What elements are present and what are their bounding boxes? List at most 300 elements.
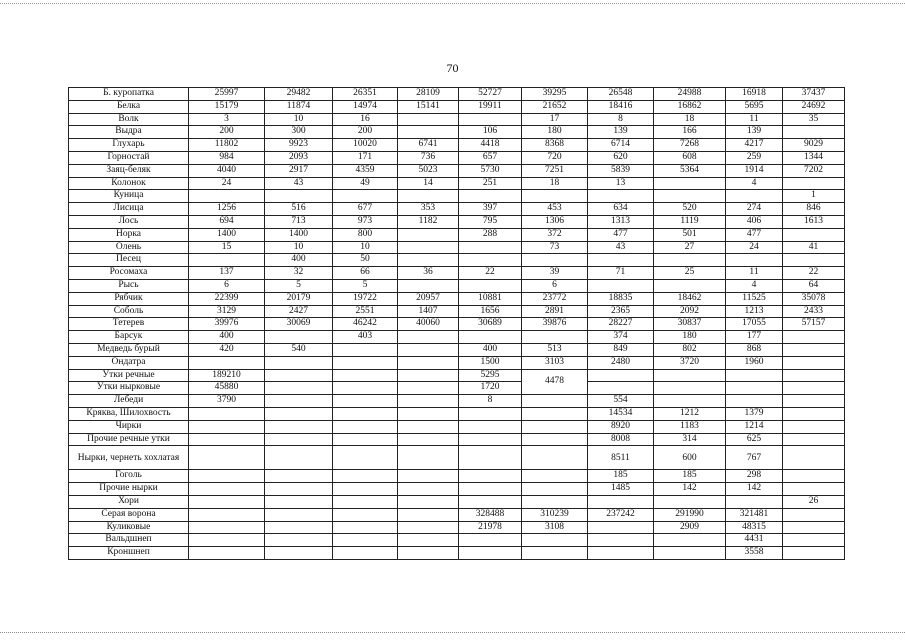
value-cell [189, 521, 265, 534]
value-cell: 200 [189, 126, 265, 139]
value-cell [783, 521, 845, 534]
value-cell [265, 331, 333, 344]
value-cell: 43 [588, 241, 654, 254]
species-name: Волк [69, 113, 189, 126]
value-cell: 35078 [783, 292, 845, 305]
value-cell: 6 [189, 279, 265, 292]
species-name: Барсук [69, 331, 189, 344]
value-cell [265, 534, 333, 547]
value-cell: 18462 [654, 292, 726, 305]
value-cell: 608 [654, 151, 726, 164]
table-row [69, 190, 845, 203]
value-cell [783, 483, 845, 496]
value-cell: 11 [726, 267, 783, 280]
value-cell [783, 177, 845, 190]
value-cell: 139 [588, 126, 654, 139]
value-cell: 720 [522, 151, 588, 164]
table-row [69, 343, 845, 356]
value-cell [265, 190, 333, 203]
value-cell: 106 [459, 126, 522, 139]
value-cell: 1485 [588, 483, 654, 496]
value-cell: 713 [265, 215, 333, 228]
value-cell [522, 446, 588, 470]
value-cell [654, 279, 726, 292]
page-number: 70 [446, 61, 459, 75]
value-cell: 5295 [459, 369, 522, 382]
value-cell: 14974 [333, 100, 398, 113]
value-cell: 1720 [459, 382, 522, 395]
value-cell [189, 433, 265, 446]
value-cell: 166 [654, 126, 726, 139]
value-cell [333, 420, 398, 433]
value-cell: 2093 [265, 151, 333, 164]
table-row [69, 382, 845, 395]
value-cell: 49 [333, 177, 398, 190]
value-cell [333, 446, 398, 470]
value-cell: 11802 [189, 139, 265, 152]
value-cell: 3 [189, 113, 265, 126]
value-cell [189, 446, 265, 470]
value-cell: 298 [726, 470, 783, 483]
table-row [69, 534, 845, 547]
value-cell [459, 254, 522, 267]
value-cell: 39976 [189, 318, 265, 331]
value-cell [588, 190, 654, 203]
value-cell [189, 534, 265, 547]
value-cell [783, 407, 845, 420]
value-cell: 251 [459, 177, 522, 190]
value-cell: 21652 [522, 100, 588, 113]
species-name: Медведь бурый [69, 343, 189, 356]
value-cell: 736 [398, 151, 459, 164]
value-cell [333, 495, 398, 508]
value-cell [265, 382, 333, 395]
value-cell: 2917 [265, 164, 333, 177]
value-cell: 15179 [189, 100, 265, 113]
value-cell: 180 [654, 331, 726, 344]
value-cell: 25997 [189, 88, 265, 101]
value-cell [398, 521, 459, 534]
value-cell: 20179 [265, 292, 333, 305]
value-cell: 554 [588, 395, 654, 408]
value-cell: 36 [398, 267, 459, 280]
table-row [69, 420, 845, 433]
value-cell: 2092 [654, 305, 726, 318]
value-cell: 185 [588, 470, 654, 483]
value-cell [398, 547, 459, 560]
value-cell: 300 [265, 126, 333, 139]
value-cell [398, 279, 459, 292]
species-name: Утки нырковые [69, 382, 189, 395]
value-cell: 3558 [726, 547, 783, 560]
value-cell [398, 331, 459, 344]
value-cell [333, 433, 398, 446]
value-cell [783, 534, 845, 547]
value-cell [333, 508, 398, 521]
species-name: Тетерев [69, 318, 189, 331]
value-cell: 849 [588, 343, 654, 356]
value-cell: 400 [459, 343, 522, 356]
value-cell [265, 547, 333, 560]
value-cell [654, 369, 726, 382]
value-cell [398, 190, 459, 203]
value-cell [522, 547, 588, 560]
value-cell [333, 407, 398, 420]
value-cell [398, 508, 459, 521]
species-name: Чирки [69, 420, 189, 433]
value-cell [783, 126, 845, 139]
value-cell: 22399 [189, 292, 265, 305]
value-cell [726, 382, 783, 395]
value-cell [265, 420, 333, 433]
value-cell: 973 [333, 215, 398, 228]
value-cell [398, 534, 459, 547]
value-cell: 540 [265, 343, 333, 356]
species-name: Норка [69, 228, 189, 241]
value-cell: 1656 [459, 305, 522, 318]
table-row [69, 254, 845, 267]
value-cell: 64 [783, 279, 845, 292]
value-cell: 1212 [654, 407, 726, 420]
value-cell: 14534 [588, 407, 654, 420]
table-row [69, 151, 845, 164]
value-cell [333, 395, 398, 408]
value-cell: 41 [783, 241, 845, 254]
value-cell: 1400 [265, 228, 333, 241]
value-cell: 39876 [522, 318, 588, 331]
value-cell: 15141 [398, 100, 459, 113]
value-cell: 24 [189, 177, 265, 190]
value-cell [588, 547, 654, 560]
game-animals-table [68, 87, 845, 560]
value-cell: 5 [265, 279, 333, 292]
value-cell: 694 [189, 215, 265, 228]
value-cell: 8511 [588, 446, 654, 470]
species-name: Хори [69, 495, 189, 508]
species-name: Утки речные [69, 369, 189, 382]
species-name: Лебеди [69, 395, 189, 408]
table-row [69, 241, 845, 254]
value-cell: 16862 [654, 100, 726, 113]
value-cell: 1306 [522, 215, 588, 228]
value-cell: 1313 [588, 215, 654, 228]
value-cell: 400 [189, 331, 265, 344]
value-cell: 2891 [522, 305, 588, 318]
value-cell [459, 113, 522, 126]
value-cell: 45880 [189, 382, 265, 395]
value-cell [398, 395, 459, 408]
value-cell: 600 [654, 446, 726, 470]
table-row [69, 279, 845, 292]
value-cell: 3720 [654, 356, 726, 369]
value-cell [265, 446, 333, 470]
value-cell: 1214 [726, 420, 783, 433]
value-cell: 800 [333, 228, 398, 241]
scan-edge-top [0, 3, 905, 4]
value-cell [189, 254, 265, 267]
value-cell: 657 [459, 151, 522, 164]
value-cell [459, 446, 522, 470]
value-cell [189, 356, 265, 369]
value-cell: 15 [189, 241, 265, 254]
value-cell: 8920 [588, 420, 654, 433]
value-cell: 13 [588, 177, 654, 190]
value-cell [588, 279, 654, 292]
table-row [69, 228, 845, 241]
value-cell: 2909 [654, 521, 726, 534]
value-cell: 180 [522, 126, 588, 139]
value-cell: 10881 [459, 292, 522, 305]
value-cell [726, 495, 783, 508]
value-cell: 8 [588, 113, 654, 126]
value-cell [459, 407, 522, 420]
value-cell: 291990 [654, 508, 726, 521]
species-name: Куница [69, 190, 189, 203]
value-cell [588, 254, 654, 267]
value-cell: 16 [333, 113, 398, 126]
value-cell: 29482 [265, 88, 333, 101]
value-cell: 35 [783, 113, 845, 126]
value-cell: 7268 [654, 139, 726, 152]
value-cell: 28109 [398, 88, 459, 101]
value-cell: 26548 [588, 88, 654, 101]
value-cell [398, 369, 459, 382]
species-name: Белка [69, 100, 189, 113]
value-cell [333, 470, 398, 483]
value-cell [398, 343, 459, 356]
value-cell: 5023 [398, 164, 459, 177]
value-cell: 5839 [588, 164, 654, 177]
value-cell: 420 [189, 343, 265, 356]
species-name: Колонок [69, 177, 189, 190]
value-cell [654, 495, 726, 508]
value-cell [654, 177, 726, 190]
value-cell: 4359 [333, 164, 398, 177]
table-row [69, 495, 845, 508]
value-cell: 1914 [726, 164, 783, 177]
species-name: Кряква, Шилохвость [69, 407, 189, 420]
value-cell: 2433 [783, 305, 845, 318]
value-cell: 32 [265, 267, 333, 280]
value-cell [398, 126, 459, 139]
species-name: Росомаха [69, 267, 189, 280]
value-cell: 1119 [654, 215, 726, 228]
table-row [69, 88, 845, 101]
value-cell [189, 547, 265, 560]
value-cell: 513 [522, 343, 588, 356]
value-cell [522, 433, 588, 446]
value-cell: 516 [265, 203, 333, 216]
value-cell [459, 420, 522, 433]
value-cell: 40060 [398, 318, 459, 331]
table-row [69, 305, 845, 318]
table-row [69, 369, 845, 382]
value-cell [783, 382, 845, 395]
species-name: Рябчик [69, 292, 189, 305]
value-cell [333, 521, 398, 534]
table-row [69, 113, 845, 126]
value-cell: 520 [654, 203, 726, 216]
value-cell: 1960 [726, 356, 783, 369]
value-cell: 1613 [783, 215, 845, 228]
value-cell [783, 420, 845, 433]
value-cell: 2551 [333, 305, 398, 318]
value-cell [333, 534, 398, 547]
value-cell [189, 190, 265, 203]
table-row [69, 126, 845, 139]
value-cell [398, 382, 459, 395]
value-cell [189, 508, 265, 521]
value-cell: 10 [265, 113, 333, 126]
value-cell [333, 483, 398, 496]
value-cell: 57157 [783, 318, 845, 331]
value-cell [333, 343, 398, 356]
species-name: Выдра [69, 126, 189, 139]
table-row [69, 356, 845, 369]
value-cell: 17055 [726, 318, 783, 331]
value-cell: 3103 [522, 356, 588, 369]
value-cell: 477 [588, 228, 654, 241]
value-cell [459, 495, 522, 508]
value-cell [783, 508, 845, 521]
value-cell [522, 470, 588, 483]
value-cell: 37437 [783, 88, 845, 101]
value-cell: 259 [726, 151, 783, 164]
table-row [69, 139, 845, 152]
value-cell [654, 254, 726, 267]
value-cell: 17 [522, 113, 588, 126]
value-cell: 4040 [189, 164, 265, 177]
value-cell: 1379 [726, 407, 783, 420]
value-cell: 4 [726, 177, 783, 190]
value-cell: 20957 [398, 292, 459, 305]
value-cell: 28227 [588, 318, 654, 331]
value-cell: 30069 [265, 318, 333, 331]
value-cell: 3108 [522, 521, 588, 534]
value-cell [398, 470, 459, 483]
value-cell: 4431 [726, 534, 783, 547]
value-cell: 189210 [189, 369, 265, 382]
value-cell [398, 483, 459, 496]
value-cell: 9923 [265, 139, 333, 152]
value-cell [459, 241, 522, 254]
table-row [69, 100, 845, 113]
value-cell: 7202 [783, 164, 845, 177]
value-cell: 795 [459, 215, 522, 228]
value-cell [783, 470, 845, 483]
value-cell: 19911 [459, 100, 522, 113]
table-body [69, 88, 845, 560]
value-cell [726, 254, 783, 267]
value-cell [783, 369, 845, 382]
species-name: Песец [69, 254, 189, 267]
value-cell [265, 495, 333, 508]
value-cell: 353 [398, 203, 459, 216]
value-cell [265, 407, 333, 420]
value-cell: 397 [459, 203, 522, 216]
value-cell: 18 [654, 113, 726, 126]
value-cell: 3790 [189, 395, 265, 408]
value-cell [189, 407, 265, 420]
value-cell: 406 [726, 215, 783, 228]
value-cell: 400 [265, 254, 333, 267]
value-cell [459, 483, 522, 496]
value-cell [588, 534, 654, 547]
species-name: Прочие нырки [69, 483, 189, 496]
value-cell: 10 [333, 241, 398, 254]
value-cell: 310239 [522, 508, 588, 521]
value-cell: 16918 [726, 88, 783, 101]
value-cell: 25 [654, 267, 726, 280]
value-cell: 677 [333, 203, 398, 216]
species-name: Гоголь [69, 470, 189, 483]
value-cell: 374 [588, 331, 654, 344]
value-cell: 4 [726, 279, 783, 292]
table-row [69, 521, 845, 534]
table-row [69, 267, 845, 280]
species-name: Куликовые [69, 521, 189, 534]
value-cell: 1407 [398, 305, 459, 318]
value-cell: 11 [726, 113, 783, 126]
value-cell: 26351 [333, 88, 398, 101]
value-cell: 846 [783, 203, 845, 216]
value-cell [522, 534, 588, 547]
value-cell [654, 534, 726, 547]
value-cell [522, 483, 588, 496]
species-name: Б. куропатка [69, 88, 189, 101]
table-row [69, 446, 845, 470]
table-row [69, 395, 845, 408]
value-cell [189, 420, 265, 433]
table-row [69, 331, 845, 344]
value-cell: 501 [654, 228, 726, 241]
value-cell: 288 [459, 228, 522, 241]
value-cell [189, 470, 265, 483]
scan-edge-bottom [0, 632, 905, 633]
value-cell: 6 [522, 279, 588, 292]
table-row [69, 203, 845, 216]
value-cell: 802 [654, 343, 726, 356]
species-name: Олень [69, 241, 189, 254]
value-cell [398, 228, 459, 241]
value-cell [588, 382, 654, 395]
value-cell: 274 [726, 203, 783, 216]
value-cell: 1213 [726, 305, 783, 318]
value-cell [522, 395, 588, 408]
value-cell [783, 254, 845, 267]
value-cell: 2365 [588, 305, 654, 318]
value-cell: 10020 [333, 139, 398, 152]
value-cell [459, 190, 522, 203]
value-cell: 11525 [726, 292, 783, 305]
value-cell: 6741 [398, 139, 459, 152]
table-row [69, 177, 845, 190]
value-cell: 200 [333, 126, 398, 139]
value-cell [398, 254, 459, 267]
species-name: Лось [69, 215, 189, 228]
value-cell: 52727 [459, 88, 522, 101]
table-row [69, 215, 845, 228]
value-cell: 46242 [333, 318, 398, 331]
value-cell: 39 [522, 267, 588, 280]
value-cell [459, 279, 522, 292]
table-row [69, 433, 845, 446]
species-name: Заяц-беляк [69, 164, 189, 177]
value-cell [398, 433, 459, 446]
value-cell: 321481 [726, 508, 783, 521]
value-cell [265, 369, 333, 382]
value-cell [459, 331, 522, 344]
